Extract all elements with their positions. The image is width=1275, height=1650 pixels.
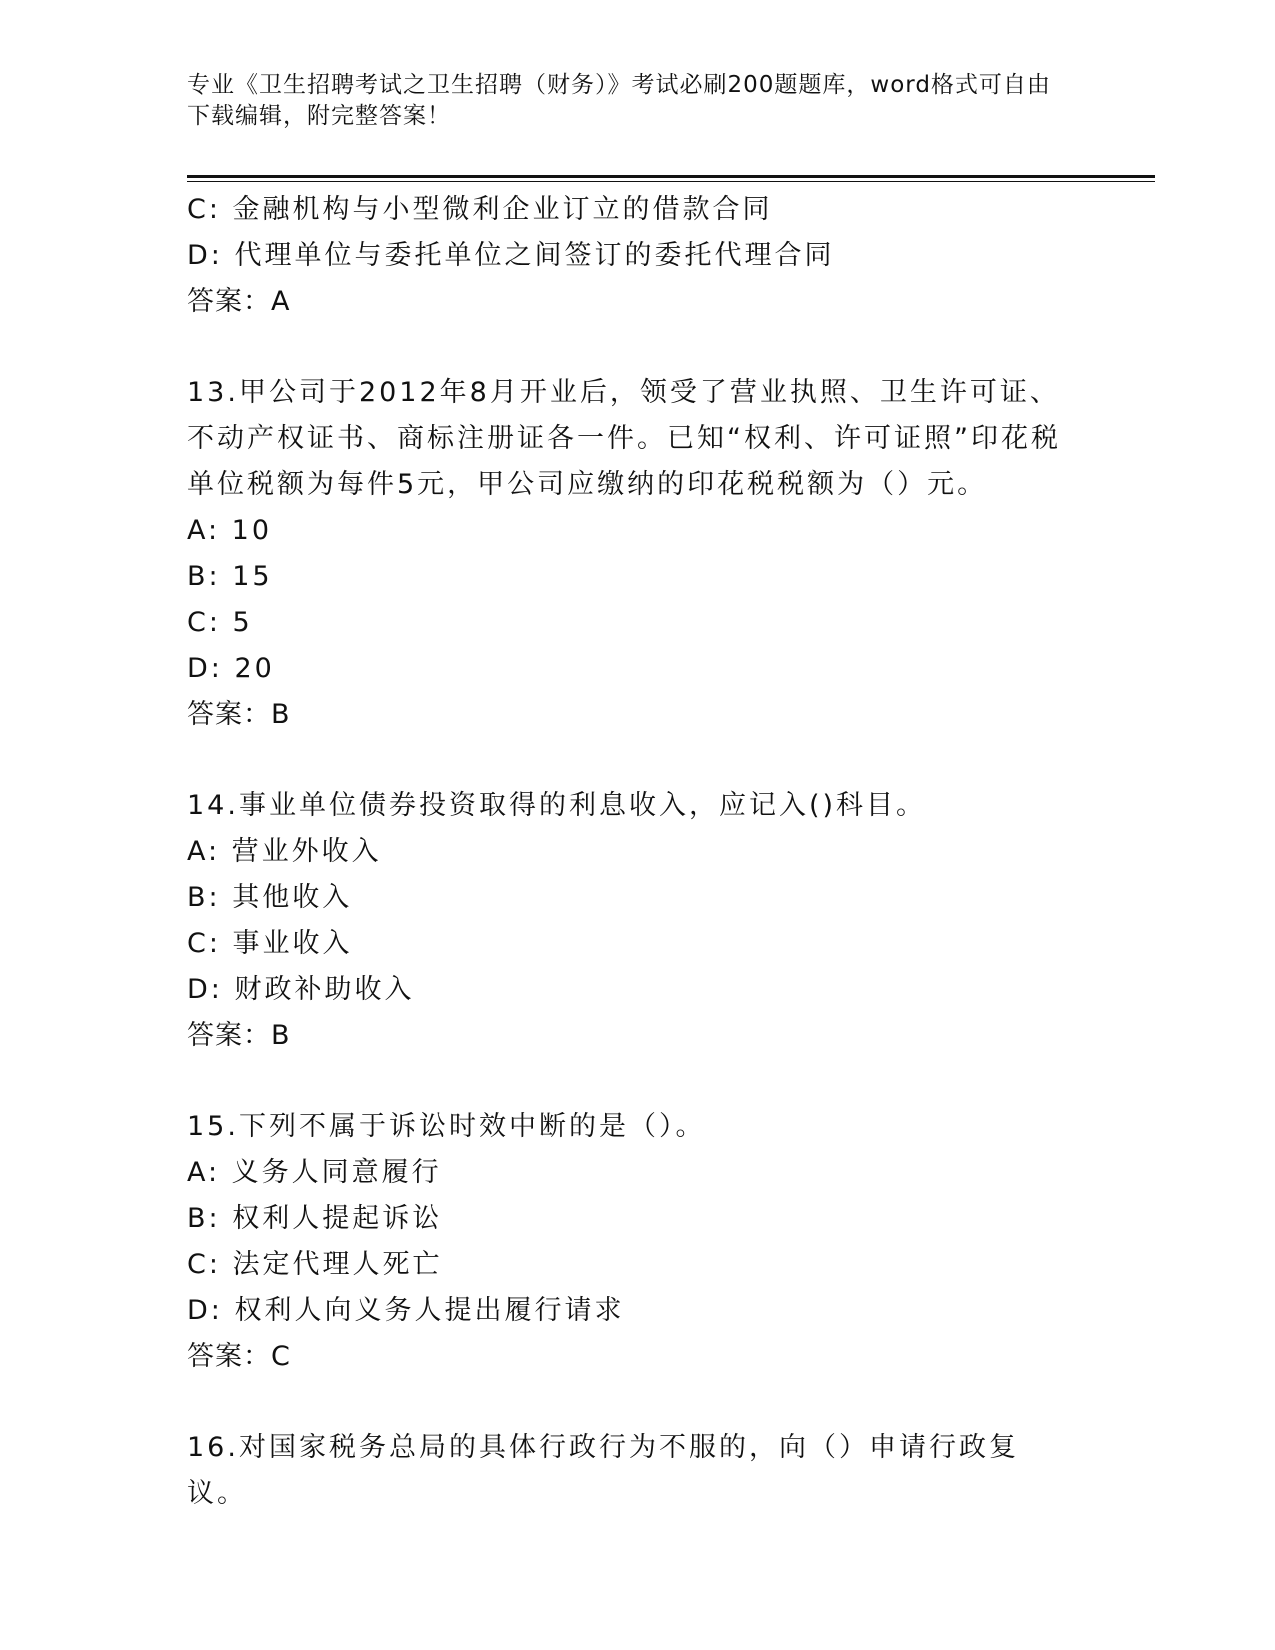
question-stem: 15.下列不属于诉讼时效中断的是（）。	[187, 1111, 706, 1142]
answer-line: 答案：A	[187, 286, 291, 317]
question-15	[187, 1104, 1067, 1380]
question-list	[187, 187, 1067, 1517]
question-13	[187, 370, 1067, 738]
question-stem: 16.对国家税务总局的具体行政行为不服的，向（）申请行政复议。	[187, 1432, 1019, 1509]
option-a: A: 义务人同意履行	[187, 1157, 442, 1188]
option-b: B: 权利人提起诉讼	[187, 1203, 443, 1234]
answer-line: 答案：C	[187, 1341, 291, 1372]
answer-line: 答案：B	[187, 1020, 291, 1051]
question-stem: 14.事业单位债券投资取得的利息收入，应记入()科目。	[187, 790, 927, 821]
option-d: D: 权利人向义务人提出履行请求	[187, 1295, 625, 1326]
option-c: C: 5	[187, 607, 253, 638]
option-d: D: 代理单位与委托单位之间签订的委托代理合同	[187, 240, 835, 271]
option-d: D: 20	[187, 653, 275, 684]
option-b: B: 15	[187, 561, 273, 592]
option-a: A: 营业外收入	[187, 836, 382, 867]
header-divider-thin	[187, 181, 1155, 182]
option-d: D: 财政补助收入	[187, 974, 415, 1005]
option-b: B: 其他收入	[187, 882, 353, 913]
question-14	[187, 783, 1067, 1059]
question-16	[187, 1425, 1067, 1517]
option-c: C: 金融机构与小型微利企业订立的借款合同	[187, 194, 773, 225]
answer-line: 答案：B	[187, 699, 291, 730]
question-12-tail	[187, 187, 1067, 325]
header-divider-thick	[187, 175, 1155, 178]
document-header: 专业《卫生招聘考试之卫生招聘（财务）》考试必刷200题题库，word格式可自由下载编辑，附完整答案！	[187, 72, 1051, 129]
option-c: C: 事业收入	[187, 928, 353, 959]
option-a: A: 10	[187, 515, 273, 546]
question-stem: 13.甲公司于2012年8月开业后，领受了营业执照、卫生许可证、不动产权证书、商标注册证各一件。已知“权利、许可证照”印花税单位税额为每件5元，甲公司应缴纳的印花税税额为（）元。	[187, 377, 1061, 500]
option-c: C: 法定代理人死亡	[187, 1249, 443, 1280]
